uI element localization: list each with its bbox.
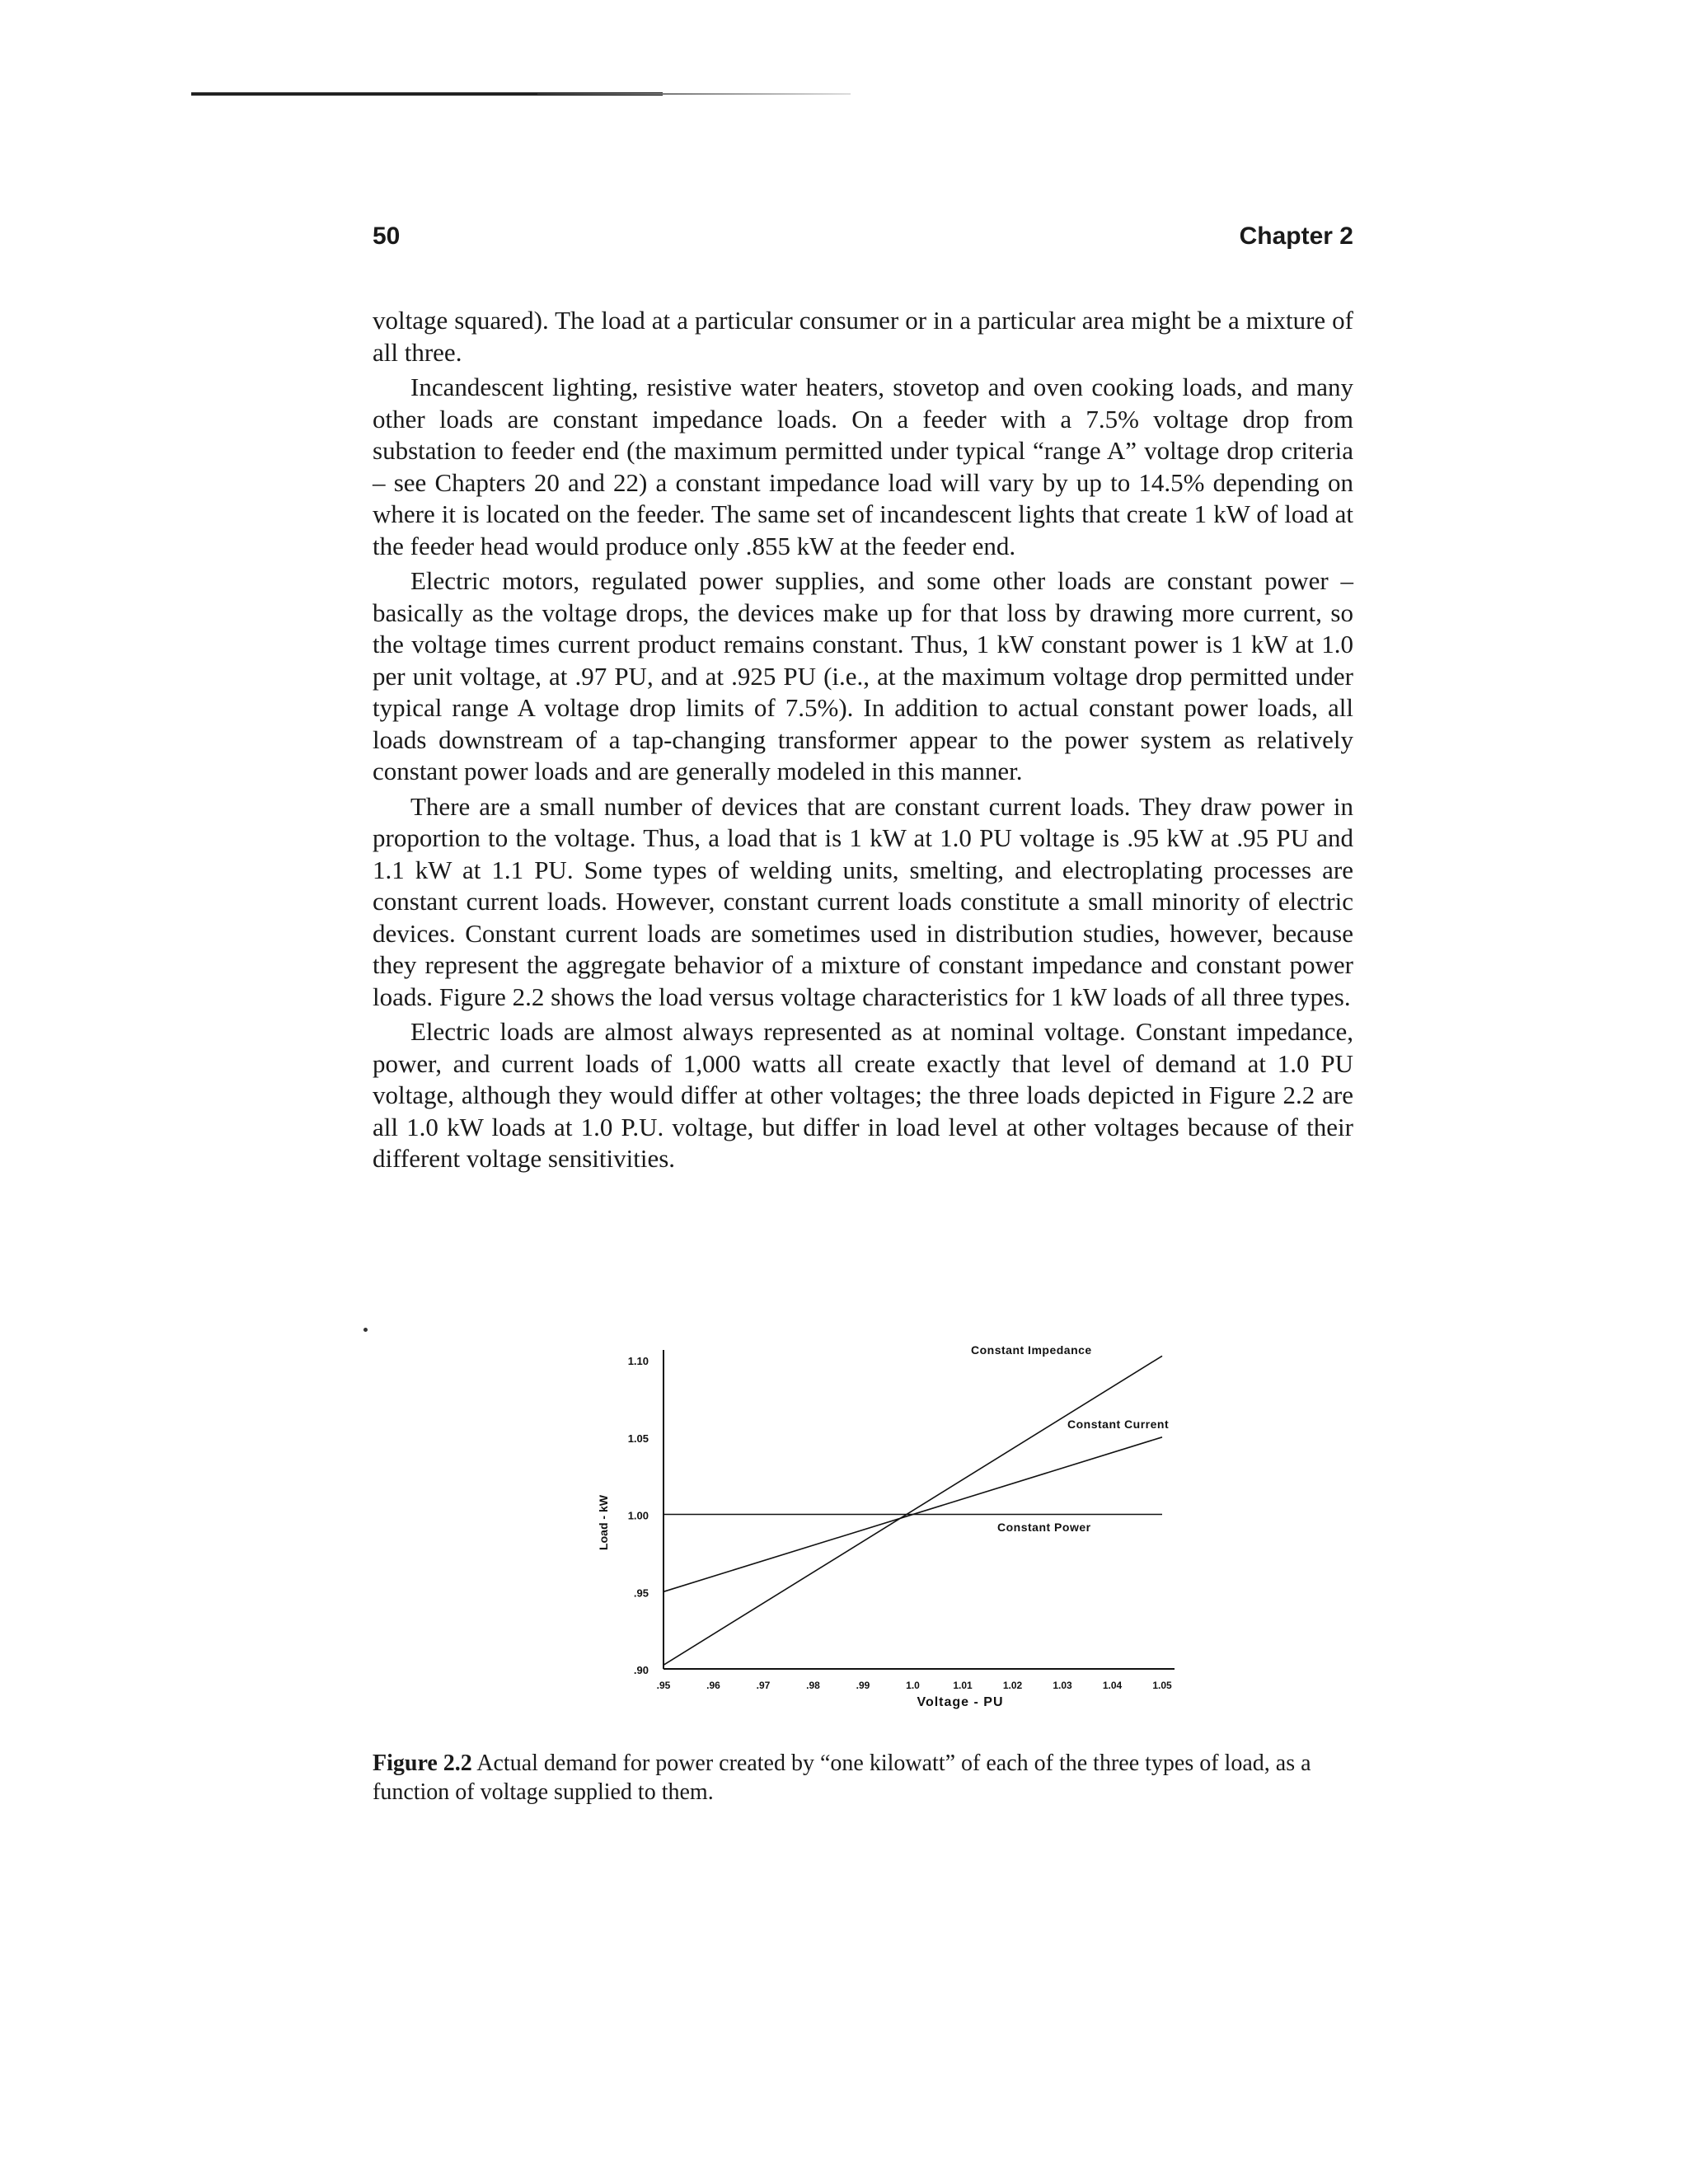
x-tick-label: 1.04 bbox=[1102, 1680, 1123, 1691]
body-text bbox=[373, 305, 1353, 1179]
paragraph: Electric motors, regulated power supplies, and some other loads are constant power – basically as the voltage drops, the devices make up for that loss by drawing more current, so the voltage times current product remains constant. Thus, 1 kW constant power is 1 kW at 1.0 per unit voltage, at .97 PU, and at .925 PU (i.e., at the maximum voltage drop permitted under typical range A voltage drop limits of 7.5%). In addition to actual constant power loads, all loads downstream of a tap-changing transformer appear to the power system as relatively constant power loads and are generally modeled in this manner. bbox=[373, 566, 1353, 785]
chart-axes bbox=[663, 1350, 1175, 1669]
x-tick-label: .96 bbox=[706, 1680, 720, 1691]
paragraph: Electric loads are almost always represented as at nominal voltage. Constant impedance, power, and current loads of 1,000 watts all create exactly that level of demand at 1.0 PU voltage, although they would differ at other voltages; the three loads depicted in Figure 2.2 are all 1.0 kW loads at 1.0 P.U. voltage, but differ in load level at other voltages because of their different voltage sensitivities. bbox=[373, 1017, 1353, 1173]
x-tick-label: .95 bbox=[656, 1680, 671, 1691]
x-tick-label: .98 bbox=[806, 1680, 820, 1691]
series-label: Constant Power bbox=[997, 1521, 1091, 1534]
caption-label: Figure 2.2 bbox=[373, 1750, 472, 1776]
caption-text: Actual demand for power created by “one kilowatt” of each of the three types of load, as a function of voltage supplied to them. bbox=[373, 1750, 1311, 1805]
x-tick-label: .97 bbox=[756, 1680, 771, 1691]
y-tick-label: .95 bbox=[633, 1586, 649, 1600]
y-tick-label: 1.00 bbox=[627, 1509, 649, 1522]
figure-caption bbox=[373, 1749, 1353, 1807]
x-tick-label: 1.01 bbox=[953, 1680, 973, 1691]
y-tick-label: .90 bbox=[633, 1664, 649, 1676]
top-rule bbox=[191, 92, 663, 96]
running-header bbox=[373, 223, 1353, 251]
y-tick-label: 1.05 bbox=[627, 1432, 649, 1445]
series-label: Constant Current bbox=[1067, 1418, 1170, 1431]
chart-series-lines bbox=[663, 1356, 1162, 1665]
series-labels bbox=[971, 1343, 1169, 1534]
figure-2-2-chart bbox=[569, 1335, 1228, 1731]
scan-speck bbox=[363, 1328, 368, 1332]
x-tick-labels bbox=[657, 1680, 1172, 1691]
x-tick-label: 1.03 bbox=[1053, 1680, 1072, 1691]
x-tick-label: 1.05 bbox=[1152, 1680, 1172, 1691]
y-axis-label: Load - kW bbox=[597, 1495, 610, 1550]
chapter-title: Chapter 2 bbox=[1239, 223, 1353, 250]
x-tick-label: .99 bbox=[856, 1680, 870, 1691]
series-line bbox=[663, 1356, 1162, 1665]
x-axis-label: Voltage - PU bbox=[917, 1695, 1004, 1709]
y-tick-label: 1.10 bbox=[627, 1355, 649, 1367]
x-tick-label: 1.02 bbox=[1002, 1680, 1023, 1691]
paragraph: Incandescent lighting, resistive water heaters, stovetop and oven cooking loads, and many other loads are constant impedance loads. On a feeder with a 7.5% voltage drop from substation to feeder end (the maximum permitted under typical “range A” voltage drop criteria – see Chapters 20 and 22) a constant impedance load will vary by up to 14.5% depending on where it is located on the feeder. The same set of incandescent lights that create 1 kW of load at the feeder head would produce only .855 kW at the feeder end. bbox=[373, 373, 1353, 560]
page-number: 50 bbox=[373, 223, 401, 250]
paragraph: There are a small number of devices that are constant current loads. They draw power in proportion to the voltage. Thus, a load that is 1 kW at 1.0 PU voltage is .95 kW at .95 PU and 1.1 kW at 1.1 PU. Some types of welding units, smelting, and electroplating processes are constant current loads. However, constant current loads constitute a small minority of electric devices. Constant current loads are sometimes used in distribution studies, however, because they represent the aggregate behavior of a mixture of constant impedance and constant power loads. Figure 2.2 shows the load versus voltage characteristics for 1 kW loads of all three types. bbox=[373, 791, 1353, 1011]
y-tick-labels bbox=[628, 1355, 649, 1676]
x-tick-label: 1.0 bbox=[906, 1680, 920, 1691]
paragraph: voltage squared). The load at a particular consumer or in a particular area might be a mixture of all three. bbox=[373, 306, 1353, 367]
series-label: Constant Impedance bbox=[971, 1343, 1092, 1357]
